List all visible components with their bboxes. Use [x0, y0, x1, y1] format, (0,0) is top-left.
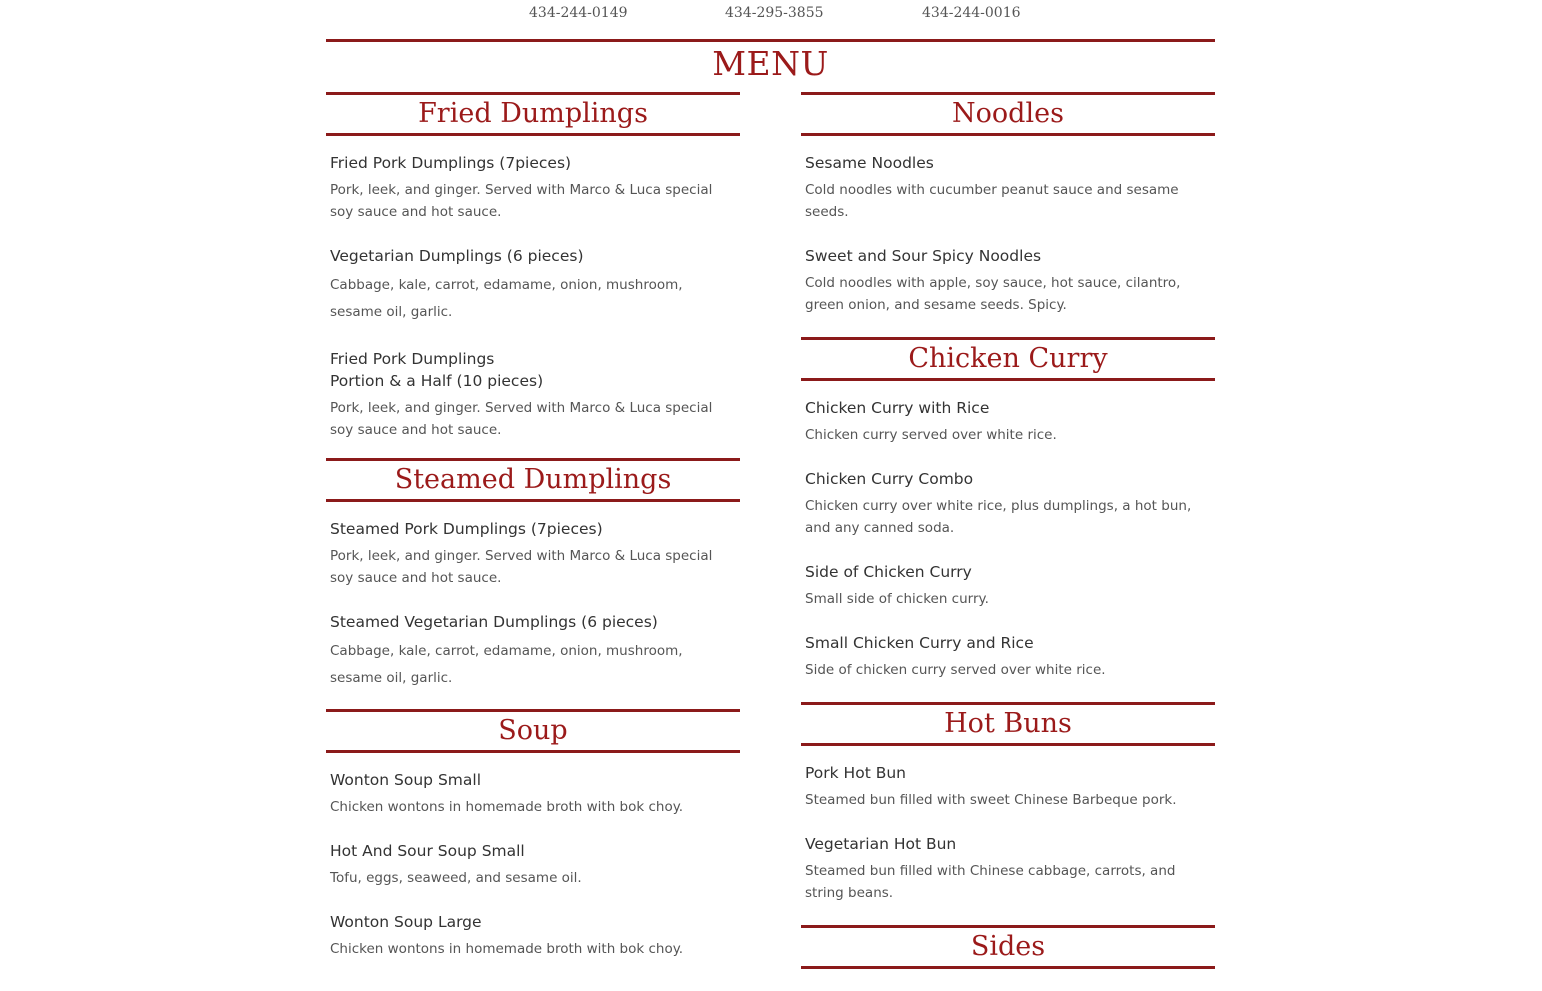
- item-name: Portion & a Half (10 pieces): [330, 372, 544, 390]
- item-name: Small Chicken Curry and Rice: [805, 634, 1034, 652]
- section-title: Chicken Curry: [801, 337, 1215, 381]
- phone-number[interactable]: 434-295-3855: [725, 5, 824, 21]
- section-title: Steamed Dumplings: [326, 458, 740, 502]
- item-name: Fried Pork Dumplings: [330, 350, 495, 368]
- menu-item: [805, 468, 1211, 539]
- item-description: Chicken curry served over white rice.: [805, 427, 1057, 443]
- section-noodles: [801, 92, 1215, 316]
- menu-item: [805, 152, 1211, 223]
- section-chicken-curry: [801, 337, 1215, 681]
- right-column: [801, 92, 1215, 969]
- item-name: Steamed Vegetarian Dumplings (6 pieces): [330, 613, 658, 631]
- menu-item: [330, 769, 736, 818]
- item-description: Chicken wontons in homemade broth with bok choy.: [330, 799, 684, 815]
- item-description: Pork, leek, and ginger. Served with Marco & Luca special soy sauce and hot sauce.: [330, 182, 713, 220]
- item-description: Cold noodles with cucumber peanut sauce and sesame seeds.: [805, 182, 1179, 220]
- item-name: Wonton Soup Small: [330, 771, 481, 789]
- section-steamed-dumplings: [326, 458, 740, 692]
- section-title: Noodles: [801, 92, 1215, 136]
- menu-item: [330, 348, 736, 441]
- item-description: Cold noodles with apple, soy sauce, hot sauce, cilantro, green onion, and sesame seeds. Spicy.: [805, 275, 1181, 313]
- item-description: Chicken curry over white rice, plus dumplings, a hot bun, and any canned soda.: [805, 498, 1192, 536]
- item-name: Steamed Pork Dumplings (7pieces): [330, 520, 603, 538]
- item-name: Sesame Noodles: [805, 154, 934, 172]
- section-sides: [801, 925, 1215, 969]
- menu-item: [330, 518, 736, 589]
- item-name: Chicken Curry with Rice: [805, 399, 990, 417]
- item-name: Wonton Soup Large: [330, 913, 482, 931]
- item-name: Side of Chicken Curry: [805, 563, 972, 581]
- item-description: Pork, leek, and ginger. Served with Marco & Luca special soy sauce and hot sauce.: [330, 548, 713, 586]
- section-title: Sides: [801, 925, 1215, 969]
- item-description: Cabbage, kale, carrot, edamame, onion, mushroom, sesame oil, garlic.: [330, 277, 683, 320]
- item-description: Steamed bun filled with Chinese cabbage, carrots, and string beans.: [805, 863, 1176, 901]
- menu-title: MENU: [712, 44, 829, 83]
- menu-item: [330, 611, 736, 692]
- menu-item: [805, 561, 1211, 610]
- item-name: Pork Hot Bun: [805, 764, 906, 782]
- menu-item: [805, 762, 1211, 811]
- menu-item: [805, 632, 1211, 681]
- section-hot-buns: [801, 702, 1215, 904]
- menu-item: [330, 840, 736, 889]
- item-description: Tofu, eggs, seaweed, and sesame oil.: [330, 870, 582, 886]
- item-description: Cabbage, kale, carrot, edamame, onion, mushroom, sesame oil, garlic.: [330, 643, 683, 686]
- item-name: Hot And Sour Soup Small: [330, 842, 525, 860]
- item-description: Small side of chicken curry.: [805, 591, 989, 607]
- menu-item: [805, 245, 1211, 316]
- phone-number: 434-244-0016: [922, 5, 1021, 21]
- menu-item: [330, 911, 736, 960]
- phone-numbers: [0, 3, 1542, 25]
- menu-item: [805, 833, 1211, 904]
- menu-item: [330, 245, 736, 326]
- item-name: Chicken Curry Combo: [805, 470, 974, 488]
- phone-number[interactable]: 434-244-0149: [529, 5, 628, 21]
- section-title: Fried Dumplings: [326, 92, 740, 136]
- section-title: Soup: [326, 709, 740, 753]
- item-name: Fried Pork Dumplings (7pieces): [330, 154, 572, 172]
- divider: [326, 39, 1215, 42]
- item-description: Pork, leek, and ginger. Served with Marco & Luca special soy sauce and hot sauce.: [330, 400, 713, 438]
- item-name: Sweet and Sour Spicy Noodles: [805, 247, 1042, 265]
- section-fried-dumplings: [326, 92, 740, 441]
- section-soup: [326, 709, 740, 960]
- item-description: Steamed bun filled with sweet Chinese Barbeque pork.: [805, 792, 1177, 808]
- menu-item: [805, 397, 1211, 446]
- item-description: Chicken wontons in homemade broth with bok choy.: [330, 941, 684, 957]
- item-description: Side of chicken curry served over white rice.: [805, 662, 1106, 678]
- item-name: Vegetarian Hot Bun: [805, 835, 957, 853]
- section-title: Hot Buns: [801, 702, 1215, 746]
- item-name: Vegetarian Dumplings (6 pieces): [330, 247, 584, 265]
- menu-item: [330, 152, 736, 223]
- left-column: [326, 92, 740, 982]
